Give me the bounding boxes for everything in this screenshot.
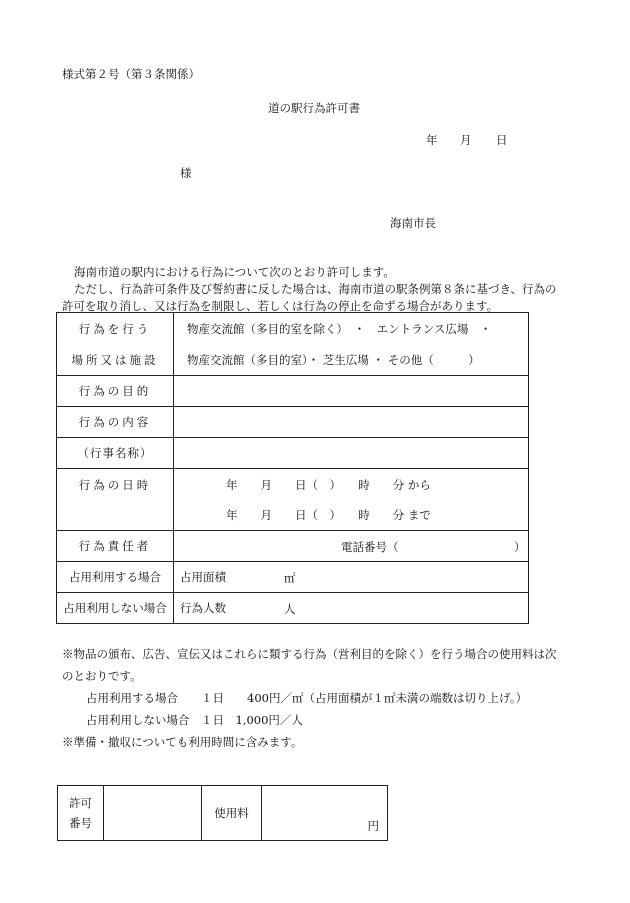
content-field[interactable] — [174, 407, 529, 438]
datetime-field[interactable] — [174, 469, 529, 531]
date-day: 日 — [496, 133, 508, 147]
notes-line-3: 占用利用する場合 １日 400円／㎡（占用面積が１㎡未満の端数は切り上げ。） — [86, 691, 528, 705]
place-label-line-2: 場所又は施設 — [71, 352, 159, 367]
permit-number-label-1: 許可 — [69, 796, 92, 810]
notes-line-5: ※準備・撤収についても利用時間に含みます。 — [62, 735, 303, 749]
place-row — [57, 313, 529, 376]
event-row — [57, 438, 529, 469]
intro-line-2: ただし、行為許可条件及び誓約書に反した場合は、海南市道の駅条例第８条に基づき、行為の — [74, 282, 557, 296]
intro-line-1: 海南市道の駅内における行為について次のとおり許可します。 — [74, 265, 395, 279]
content-label: 行為の内容 — [57, 407, 174, 438]
date-month: 月 — [460, 133, 472, 147]
responsible-field[interactable] — [174, 531, 529, 562]
responsible-label: 行為責任者 — [57, 531, 174, 562]
fee-label: 使用料 — [202, 786, 262, 841]
phone-close: ） — [514, 540, 526, 554]
responsible-row — [57, 531, 529, 562]
purpose-label: 行為の目的 — [57, 376, 174, 407]
phone-label: 電話番号（ — [341, 540, 399, 554]
purpose-field[interactable] — [174, 376, 529, 407]
nonoccupy-unit: 人 — [284, 602, 296, 616]
occupy-field[interactable] — [174, 562, 529, 593]
nonoccupy-count-label: 行為人数 — [180, 601, 226, 615]
event-label: （行事名称） — [57, 438, 174, 469]
event-field[interactable] — [174, 438, 529, 469]
notes-line-2: のとおりです。 — [62, 669, 142, 683]
occupy-label: 占用利用する場合 — [57, 562, 174, 593]
purpose-row — [57, 376, 529, 407]
application-table — [56, 312, 529, 624]
fee-field[interactable] — [262, 786, 388, 841]
notes-line-1: ※物品の頒布、広告、宣伝又はこれらに類する行為（営利目的を除く）を行う場合の使用料は次 — [62, 647, 557, 661]
intro-line-3: 許可を取り消し、又は行為を制限し、若しくは行為の停止を命ずる場合があります。 — [62, 299, 499, 313]
nonoccupy-field[interactable] — [174, 593, 529, 624]
addressee-suffix: 様 — [180, 166, 192, 180]
fee-notes — [62, 643, 572, 753]
datetime-from: 年 月 日（ ） 時 分 から — [226, 477, 431, 492]
notes-line-4: 占用利用しない場合 １日 1,000円／人 — [86, 713, 303, 727]
permit-number-field[interactable] — [104, 786, 202, 841]
occupy-area-label: 占用面積 — [180, 570, 226, 584]
permit-number-label — [58, 786, 104, 841]
nonoccupy-row — [57, 593, 529, 624]
nonoccupy-label: 占用利用しない場合 — [57, 593, 174, 624]
datetime-row — [57, 469, 529, 531]
place-option-1: 物産交流館（多目的室を除く） ・ エントランス広場 ・ — [187, 321, 492, 336]
form-number: 様式第２号（第３条関係） — [62, 67, 200, 81]
document-title: 道の駅行為許可書 — [268, 101, 360, 115]
permit-number-label-2: 番号 — [69, 816, 92, 830]
datetime-label: 行為の日時 — [57, 469, 174, 531]
content-row — [57, 407, 529, 438]
permit-box — [57, 785, 388, 841]
datetime-to: 年 月 日（ ） 時 分 まで — [226, 507, 431, 522]
place-options-cell[interactable] — [174, 313, 529, 376]
occupy-row — [57, 562, 529, 593]
occupy-unit: ㎡ — [284, 571, 296, 585]
place-option-2: 物産交流館（多目的室）・ 芝生広場 ・ その他（ ） — [187, 352, 480, 367]
date-year: 年 — [426, 133, 438, 147]
place-label-cell — [57, 313, 174, 376]
issuer: 海南市長 — [390, 216, 436, 230]
fee-unit: 円 — [367, 819, 379, 833]
place-label-line-1: 行為を行う — [78, 321, 152, 336]
